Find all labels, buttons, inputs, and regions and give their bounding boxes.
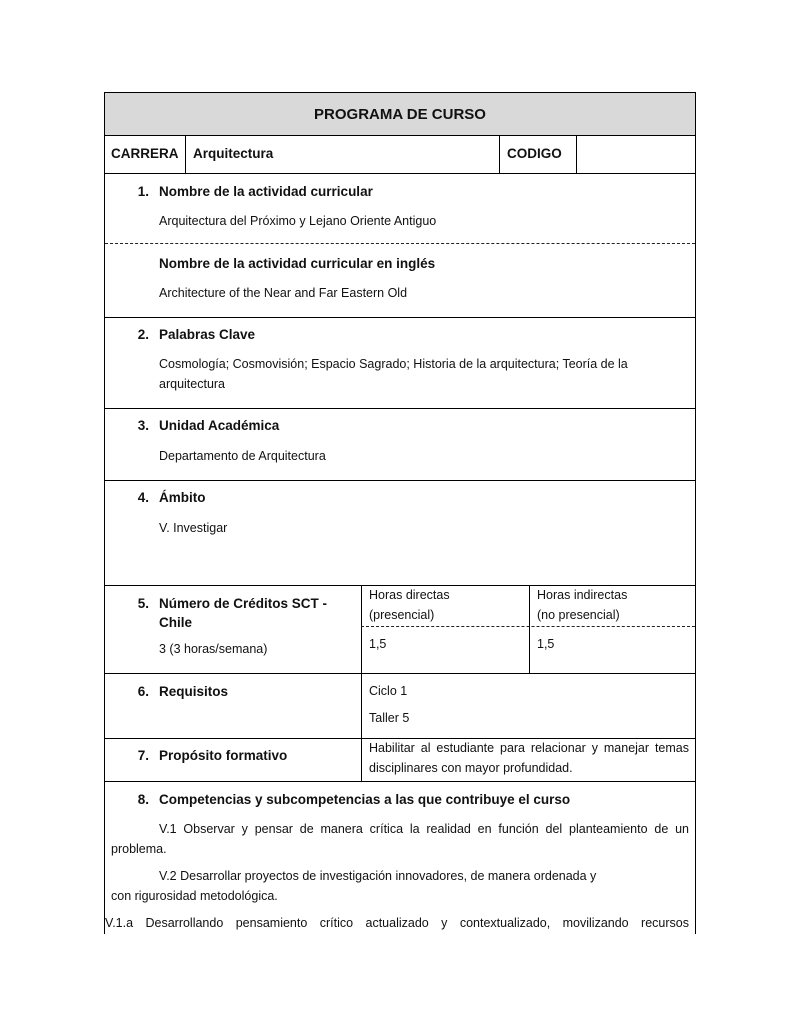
section-4-title: Ámbito — [159, 490, 206, 505]
divider — [105, 480, 695, 481]
divider — [105, 673, 695, 674]
divider — [185, 135, 186, 173]
section-3-number: 3. — [137, 418, 149, 433]
course-program-form — [104, 92, 696, 934]
divider — [361, 738, 362, 781]
divider — [529, 585, 530, 673]
divider — [105, 173, 695, 174]
carrera-label: CARRERA — [111, 146, 179, 161]
keywords-line-2: arquitectura — [159, 377, 226, 391]
indirect-hours-value: 1,5 — [537, 637, 555, 651]
section-4-number: 4. — [137, 490, 149, 505]
section-1-number: 1. — [137, 184, 149, 199]
indirect-hours-label-line-2: (no presencial) — [537, 608, 620, 622]
course-name: Arquitectura del Próximo y Lejano Oriente Antiguo — [159, 214, 437, 228]
divider — [361, 673, 362, 738]
carrera-value: Arquitectura — [193, 146, 274, 161]
divider — [105, 135, 695, 136]
divider — [576, 135, 577, 173]
section-5-title-line-2: Chile — [159, 615, 193, 630]
formative-purpose: Habilitar al estudiante para relacionar y manejar temas disciplinares con mayor profundidad. — [369, 741, 689, 775]
direct-hours-label-line-1: Horas directas — [369, 588, 450, 602]
divider — [361, 626, 695, 627]
section-1-title: Nombre de la actividad curricular — [159, 184, 373, 199]
requirement-2: Taller 5 — [369, 711, 410, 725]
indirect-hours-label-line-1: Horas indirectas — [537, 588, 628, 602]
divider — [105, 781, 695, 782]
section-7-title: Propósito formativo — [159, 748, 288, 763]
form-title: PROGRAMA DE CURSO — [105, 93, 695, 135]
direct-hours-label-line-2: (presencial) — [369, 608, 435, 622]
divider — [105, 317, 695, 318]
direct-hours-value: 1,5 — [369, 637, 387, 651]
section-5-title-line-1: Número de Créditos SCT - — [159, 596, 328, 611]
codigo-label: CODIGO — [507, 146, 562, 161]
divider — [105, 243, 695, 244]
competency-v2: V.2 Desarrollar proyectos de investigación innovadores, de manera ordenada y con rigurosidad metodológica. — [111, 869, 597, 903]
section-8-number: 8. — [137, 792, 149, 807]
scope-value: V. Investigar — [159, 521, 228, 535]
divider — [361, 585, 362, 673]
section-2-number: 2. — [137, 327, 149, 342]
section-6-title: Requisitos — [159, 684, 229, 699]
divider — [105, 408, 695, 409]
requirement-1: Ciclo 1 — [369, 684, 408, 698]
keywords-line-1: Cosmología; Cosmovisión; Espacio Sagrado; Historia de la arquitectura; Teoría de la — [159, 357, 628, 371]
section-5-number: 5. — [137, 596, 149, 611]
section-2-title: Palabras Clave — [159, 327, 256, 342]
academic-unit: Departamento de Arquitectura — [159, 449, 326, 463]
competency-v1: V.1 Observar y pensar de manera crítica la realidad en función del planteamiento de un problema. — [111, 822, 689, 856]
section-1-english-title: Nombre de la actividad curricular en inglés — [159, 256, 436, 271]
section-3-title: Unidad Académica — [159, 418, 280, 433]
section-6-number: 6. — [137, 684, 149, 699]
section-8-title: Competencias y subcompetencias a las que contribuye el curso — [159, 792, 571, 807]
course-name-english: Architecture of the Near and Far Eastern Old — [159, 286, 408, 300]
section-7-number: 7. — [137, 748, 149, 763]
subcompetency-v1a: V.1.a Desarrollando pensamiento crítico actualizado y contextualizado, movilizando recursos — [105, 916, 689, 930]
credits-value: 3 (3 horas/semana) — [159, 642, 268, 656]
divider — [499, 135, 500, 173]
